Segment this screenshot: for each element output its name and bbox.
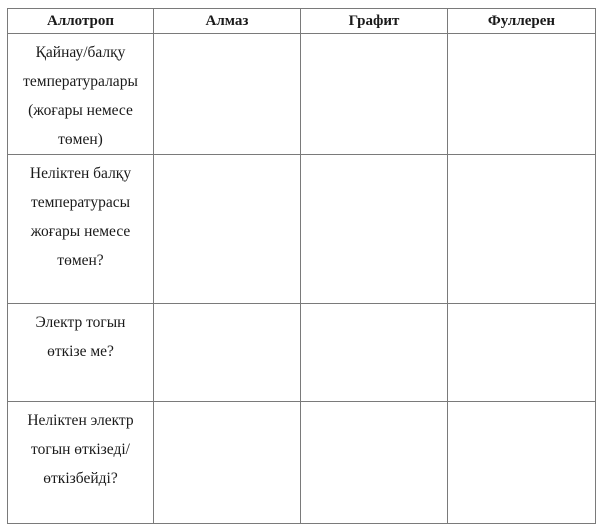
row-label-conducts-electricity: Электр тогын өткізе ме? <box>8 304 154 402</box>
header-row <box>8 9 596 34</box>
table-cell <box>301 34 448 155</box>
table-cell <box>154 304 301 402</box>
row-label-why-conducts: Неліктен электр тогын өткізеді/өткізбейді? <box>8 402 154 524</box>
header-allotrope: Аллотроп <box>8 9 154 34</box>
table-row <box>8 304 596 402</box>
row-label-boiling-melting-point: Қайнау/балқу температуралары (жоғары немесе төмен) <box>8 34 154 155</box>
header-diamond: Алмаз <box>154 9 301 34</box>
table-row <box>8 34 596 155</box>
table-cell <box>448 304 596 402</box>
table-cell <box>448 34 596 155</box>
table-cell <box>154 155 301 304</box>
table-cell <box>154 402 301 524</box>
header-fullerene: Фуллерен <box>448 9 596 34</box>
header-graphite: Графит <box>301 9 448 34</box>
table-cell <box>301 155 448 304</box>
table-cell <box>301 304 448 402</box>
table-cell <box>154 34 301 155</box>
table-cell <box>301 402 448 524</box>
table-row <box>8 402 596 524</box>
row-label-why-melting-point: Неліктен балқу температурасы жоғары немесе төмен? <box>8 155 154 304</box>
allotrope-table <box>7 8 596 524</box>
table-row <box>8 155 596 304</box>
table-cell <box>448 155 596 304</box>
table-cell <box>448 402 596 524</box>
